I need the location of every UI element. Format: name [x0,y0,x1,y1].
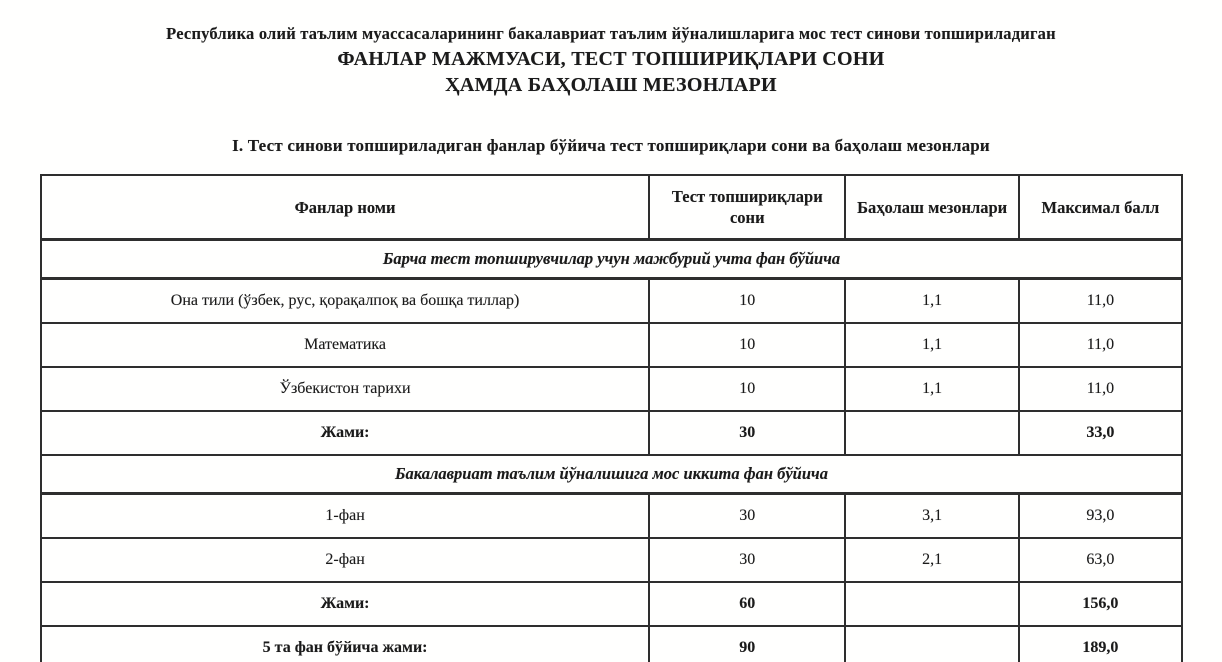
document-title-line-3: ҲАМДА БАҲОЛАШ МЕЗОНЛАРИ [445,74,777,96]
table-row [41,626,1182,662]
table-row [41,494,1182,539]
test-task-count-cell: 10 [649,279,845,324]
test-task-count-cell: 30 [649,411,845,455]
max-score-cell: 11,0 [1019,323,1182,367]
max-score-cell: 11,0 [1019,279,1182,324]
section-caption-row [41,240,1182,279]
grading-criteria-cell [845,582,1018,626]
section-heading: I. Тест синови топшириладиган фанлар бўйича тест топшириқлари сони ва баҳолаш мезонлари [232,136,990,155]
grading-criteria-cell [845,411,1018,455]
grading-criteria-cell: 3,1 [845,494,1018,539]
test-task-count-cell: 30 [649,538,845,582]
col-header-grading-criteria: Баҳолаш мезонлари [845,175,1018,240]
subject-name-cell: Ўзбекистон тарихи [41,367,649,411]
grading-criteria-cell: 1,1 [845,367,1018,411]
subject-name-cell: Жами: [41,411,649,455]
document-title-line-1: Республика олий таълим муассасаларининг бакалавриат таълим йўналишларига мос тест синови топшириладиган [166,24,1056,43]
section-caption-row [41,455,1182,494]
max-score-cell: 63,0 [1019,538,1182,582]
test-scores-table [40,174,1183,662]
max-score-cell: 189,0 [1019,626,1182,662]
test-task-count-cell: 30 [649,494,845,539]
section-caption: Барча тест топширувчилар учун мажбурий учта фан бўйича [41,240,1182,279]
test-task-count-cell: 10 [649,367,845,411]
subject-name-cell: 2-фан [41,538,649,582]
test-task-count-cell: 90 [649,626,845,662]
table-row [41,279,1182,324]
max-score-cell: 93,0 [1019,494,1182,539]
subject-name-cell: 1-фан [41,494,649,539]
test-task-count-cell: 60 [649,582,845,626]
grading-criteria-cell: 1,1 [845,279,1018,324]
grading-criteria-cell: 1,1 [845,323,1018,367]
subject-name-cell: Она тили (ўзбек, рус, қорақалпоқ ва бошқа тиллар) [41,279,649,324]
document-title-line-2: ФАНЛАР МАЖМУАСИ, ТЕСТ ТОПШИРИҚЛАРИ СОНИ [337,48,885,70]
table-row [41,582,1182,626]
subject-name-cell: 5 та фан бўйича жами: [41,626,649,662]
document-title-block [0,0,1222,98]
table-row [41,367,1182,411]
section-caption: Бакалавриат таълим йўналишига мос иккита фан бўйича [41,455,1182,494]
col-header-max-score: Максимал балл [1019,175,1182,240]
table-row [41,411,1182,455]
subject-name-cell: Жами: [41,582,649,626]
grading-criteria-cell: 2,1 [845,538,1018,582]
grading-criteria-cell [845,626,1018,662]
table-row [41,538,1182,582]
col-header-test-task-count: Тест топшириқлари сони [649,175,845,240]
table-row [41,323,1182,367]
max-score-cell: 33,0 [1019,411,1182,455]
test-task-count-cell: 10 [649,323,845,367]
col-header-subject-name: Фанлар номи [41,175,649,240]
subject-name-cell: Математика [41,323,649,367]
max-score-cell: 156,0 [1019,582,1182,626]
table-header-row [41,175,1182,240]
max-score-cell: 11,0 [1019,367,1182,411]
